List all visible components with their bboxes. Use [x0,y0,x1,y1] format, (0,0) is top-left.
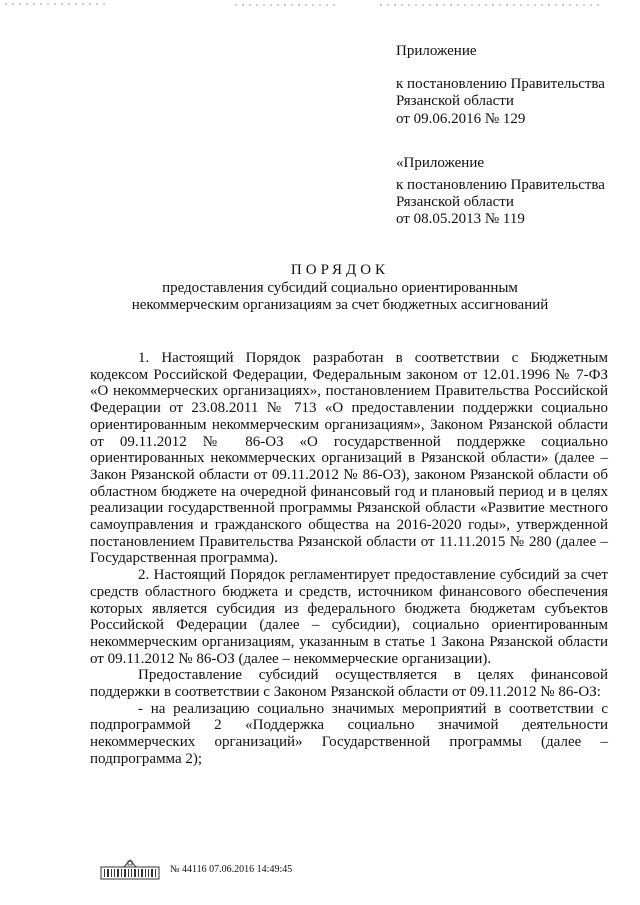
approval-block-current [396,43,632,128]
paragraph-4: - на реализацию социально значимых мероприятий в соответствии с подпрограммой 2 «Поддержка социально значимой деятельности некоммерческих организаций» Государственной программы (далее – подпрограмма 2); [90,700,608,767]
approval-label: «Приложение [396,155,485,171]
paragraph-3: Предоставление субсидий осуществляется в целях финансовой поддержки в соответствии с Законом Рязанской области от 09.11.2012 № 86-ОЗ: [90,667,608,701]
approval-date-number: от 08.05.2013 № 119 [396,211,525,227]
approval-label: Приложение [396,43,477,59]
subtitle-line: предоставления субсидий социально ориентированным [162,280,518,296]
approval-date-number: от 09.06.2016 № 129 [396,111,526,127]
document-title: ПОРЯДОК [290,262,390,278]
barcode-stamp-icon [100,858,160,880]
paragraph-2: 2. Настоящий Порядок регламентирует предоставление субсидий за счет средств областного бюджета и средств, источником финансового обеспечения которых является субсидия из федерального бюджета бюджетам субъектов Российской Федерации (далее – субсидии), социально ориентированным некоммерческим организациям, указанным в статье 1 Закона Рязанской области от 09.11.2012 № 86-ОЗ (далее – некоммерческие организации). [90,567,608,667]
approval-resolution: к постановлению Правительства [396,76,605,92]
paragraph-1: 1. Настоящий Порядок разработан в соответствии с Бюджетным кодексом Российской Федерации, Федеральным законом от 12.01.1996 № 7-ФЗ «О некоммерческих организациях», постановлением Правительства Российской Федерации от 23.08.2011 № 713 «О предоставлении поддержки социально ориентированным некоммерческим организациям», Законом Рязанской области от 09.11.2012 № 86-ОЗ «О государственной поддержке социально ориентированных некоммерческих организаций в Рязанской области» (далее – Закон Рязанской области от 09.11.2012 № 86-ОЗ), законом Рязанской области об областном бюджете на очередной финансовый год и плановый период и в целях реализации государственной программы Рязанской области «Развитие местного самоуправления и гражданского общества на 2016-2020 годы», утвержденной постановлением Правительства Рязанской области от 11.11.2015 № 280 (далее – Государственная программа). [90,350,608,567]
document-body [90,350,608,768]
approval-region: Рязанской области [396,194,514,210]
approval-resolution: к постановлению Правительства [396,177,605,193]
scan-edge-noise [0,0,640,10]
approval-region: Рязанской области [396,93,514,109]
document-subtitle [60,280,620,314]
document-registration-footer [100,858,400,882]
approval-block-original [396,155,632,228]
subtitle-line: некоммерческим организациям за счет бюджетных ассигнований [131,297,549,313]
registration-stamp-text: № 44116 07.06.2016 14:49:45 [170,864,293,875]
